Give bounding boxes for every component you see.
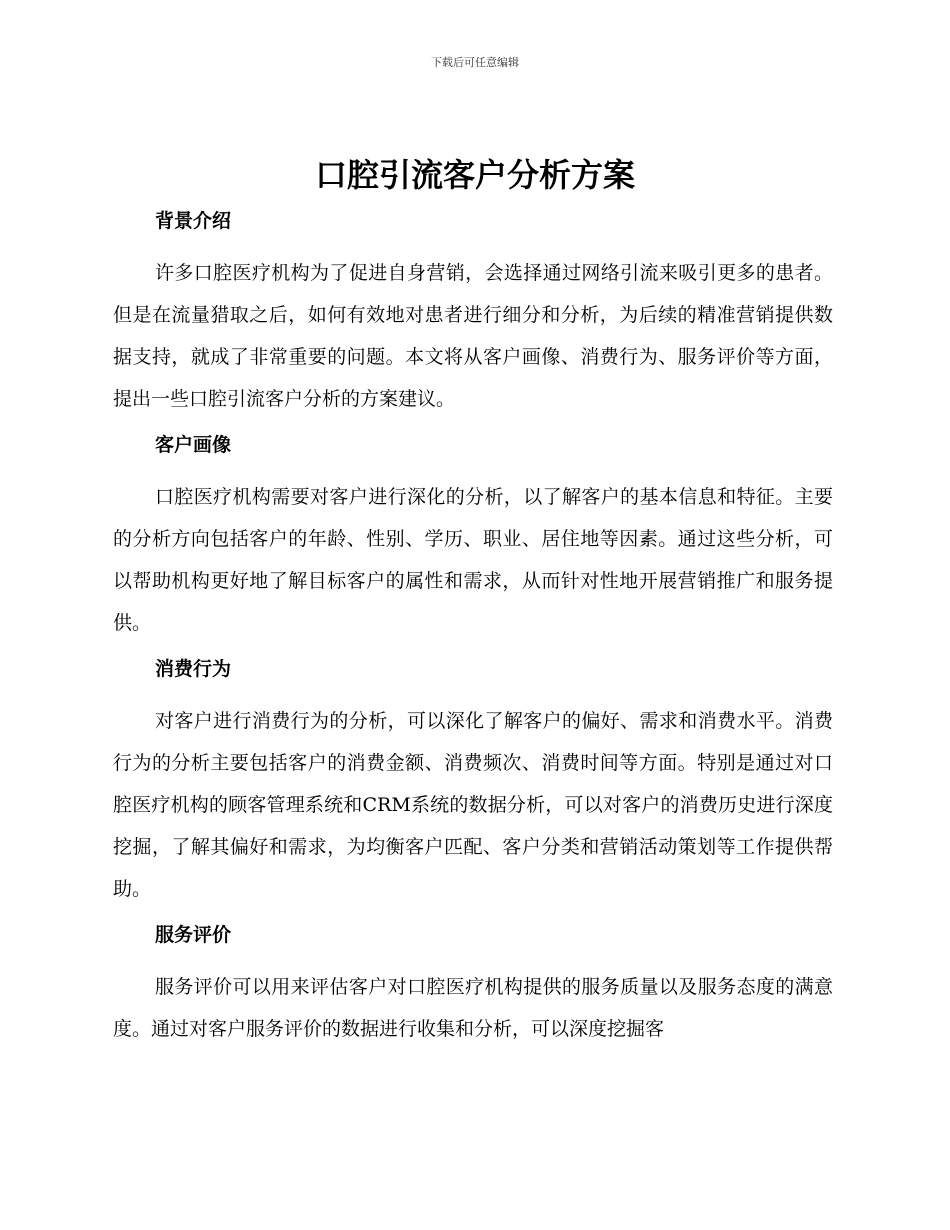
document-title: 口腔引流客户分析方案 xyxy=(314,156,635,194)
section-heading: 服务评价 xyxy=(155,924,232,946)
section-heading: 客户画像 xyxy=(155,434,232,456)
section-paragraph: 口腔医疗机构需要对客户进行深化的分析，以了解客户的基本信息和特征。主要的分析方向包括客户的年龄、性别、学历、职业、居住地等因素。通过这些分析，可以帮助机构更好地了解目标客户的属性和需求，从而针对性地开展营销推广和服务提供。 xyxy=(113,486,833,634)
page-header-note: 下载后可任意编辑 xyxy=(431,56,519,69)
section-heading: 背景介绍 xyxy=(155,210,232,232)
section-paragraph: 对客户进行消费行为的分析，可以深化了解客户的偏好、需求和消费水平。消费行为的分析主要包括客户的消费金额、消费频次、消费时间等方面。特别是通过对口腔医疗机构的顾客管理系统和CRM系统的数据分析，可以对客户的消费历史进行深度挖掘，了解其偏好和需求，为均衡客户匹配、客户分类和营销活动策划等工作提供帮助。 xyxy=(113,710,833,900)
section-service-evaluation xyxy=(113,918,833,1050)
section-background xyxy=(113,204,833,420)
document-body xyxy=(113,204,833,1058)
section-consumer-behavior xyxy=(113,652,833,910)
section-paragraph: 服务评价可以用来评估客户对口腔医疗机构提供的服务质量以及服务态度的满意度。通过对客户服务评价的数据进行收集和分析，可以深度挖掘客 xyxy=(113,976,833,1040)
section-paragraph: 许多口腔医疗机构为了促进自身营销，会选择通过网络引流来吸引更多的患者。但是在流量猎取之后，如何有效地对患者进行细分和分析，为后续的精准营销提供数据支持，就成了非常重要的问题。本文将从客户画像、消费行为、服务评价等方面，提出一些口腔引流客户分析的方案建议。 xyxy=(113,262,833,410)
section-customer-profile xyxy=(113,428,833,644)
section-heading: 消费行为 xyxy=(155,658,232,680)
